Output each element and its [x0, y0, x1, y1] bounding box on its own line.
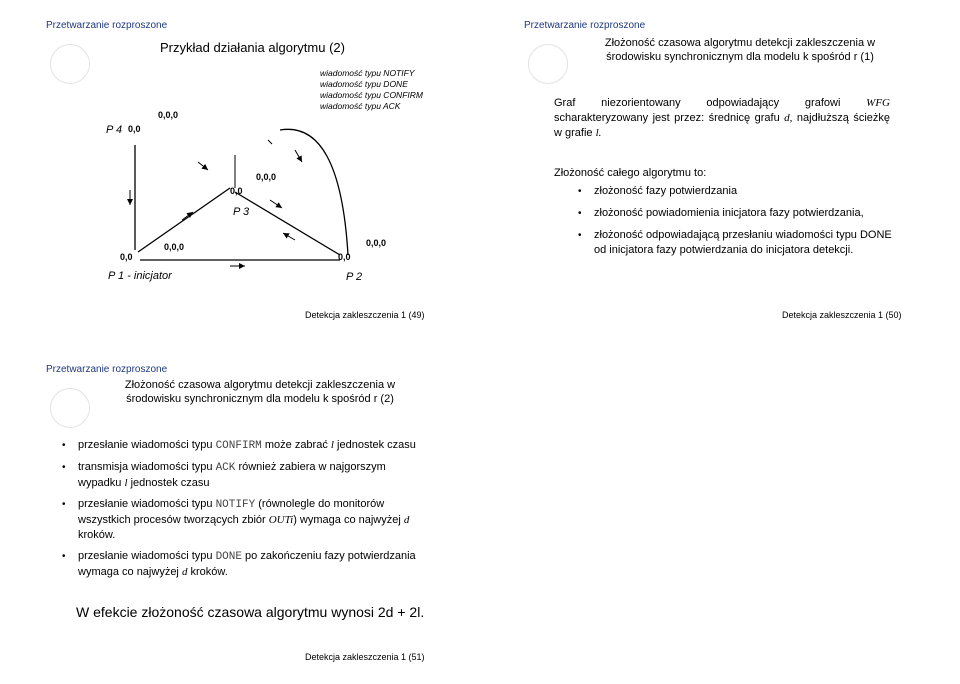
- text: przesłanie wiadomości typu: [78, 550, 213, 562]
- text: kroków.: [190, 566, 228, 578]
- university-logo: [50, 388, 90, 428]
- text: transmisja wiadomości typu: [78, 461, 213, 473]
- process-label-p1: P 1 - inicjator: [108, 270, 172, 282]
- arrow-msg: [198, 162, 208, 170]
- value-p4-b: 0,0: [128, 124, 141, 134]
- bullet-list: [62, 438, 422, 580]
- legend-confirm: wiadomość typu CONFIRM: [320, 90, 423, 100]
- value-p2-b: 0,0: [338, 252, 351, 262]
- slide-header: Przetwarzanie rozproszone: [46, 20, 168, 31]
- slide-title: [100, 378, 420, 406]
- slide-footer: Detekcja zakleszczenia 1 (51): [305, 652, 425, 662]
- text: (równolegle do monitorów wszystkich procesów tworzących zbiór: [78, 498, 385, 526]
- arrow-msg: [283, 233, 295, 240]
- value-p3-a: 0,0,0: [256, 172, 277, 182]
- process-label-p3: P 3: [233, 206, 250, 218]
- edge-dot: [268, 140, 272, 144]
- list-item: [62, 497, 422, 543]
- arrow-msg: [270, 200, 282, 208]
- title-line-2: środowisku synchronicznym dla modelu k spośród r (2): [126, 393, 394, 405]
- text: po zakończeniu fazy potwierdzania wymaga co najwyżej: [78, 550, 416, 578]
- list-item: • złożoność powiadomienia inicjatora fazy potwierdzania,: [578, 206, 898, 221]
- slide-header: Przetwarzanie rozproszone: [524, 20, 646, 31]
- slide-header: Przetwarzanie rozproszone: [46, 364, 168, 375]
- slide-title: Przykład działania algorytmu (2): [160, 40, 345, 55]
- para-text: Graf niezorientowany odpowiadający grafowi: [554, 97, 841, 109]
- var: d: [181, 566, 188, 578]
- list-item: [62, 460, 422, 491]
- para-text: najdłuższą ścieżkę w grafie: [554, 112, 891, 139]
- legend-notify: wiadomość typu NOTIFY: [320, 68, 415, 78]
- text: przesłanie wiadomości typu: [78, 498, 213, 510]
- para-var-l: l.: [595, 127, 602, 139]
- complexity-list: [578, 184, 898, 258]
- conclusion: W efekcie złożoność czasowa algorytmu wynosi 2d + 2l.: [76, 604, 425, 620]
- para-var-d: d,: [784, 112, 793, 124]
- text: przesłanie wiadomości typu: [78, 439, 213, 451]
- title-line-2: środowisku synchronicznym dla modelu k spośród r (1): [606, 51, 874, 63]
- process-label-p2: P 2: [346, 271, 363, 283]
- para-text: scharakteryzowany jest przez: średnicę grafu: [554, 112, 780, 124]
- list-item: • złożoność odpowiadającą przesłaniu wiadomości typu DONE od inicjatora fazy potwierdzania do inicjatora detekcji.: [578, 228, 898, 258]
- arrow-msg: [182, 212, 193, 220]
- var: l: [124, 477, 128, 489]
- list-item: [62, 549, 422, 580]
- set-out: OUTi: [268, 514, 294, 526]
- value-p1-b: 0,0,0: [164, 242, 185, 252]
- text: ) wymaga co najwyżej: [293, 514, 401, 526]
- var: l: [330, 439, 334, 451]
- para-wfg: WFG: [866, 97, 890, 109]
- text: może zabrać: [264, 439, 328, 451]
- text: jednostek czasu: [130, 477, 210, 489]
- slide-footer: Detekcja zakleszczenia 1 (49): [305, 310, 425, 320]
- code: DONE: [215, 551, 242, 563]
- slide-footer: Detekcja zakleszczenia 1 (50): [782, 310, 902, 320]
- text: jednostek czasu: [337, 439, 416, 451]
- title-line-1: Złożoność czasowa algorytmu detekcji zakleszczenia w: [604, 37, 876, 49]
- university-logo: [528, 44, 568, 84]
- edge-p3-p2: [235, 192, 340, 255]
- university-logo: [50, 44, 90, 84]
- arrow-msg: [295, 150, 302, 162]
- edge-curve-p2: [280, 129, 348, 255]
- list-item: • złożoność fazy potwierdzania: [578, 184, 898, 199]
- graph-paragraph: [554, 96, 890, 141]
- value-p4-a: 0,0,0: [158, 110, 179, 120]
- process-label-p4: P 4: [106, 124, 123, 136]
- code: NOTIFY: [215, 499, 256, 511]
- code: ACK: [215, 462, 236, 474]
- var: d: [403, 514, 410, 526]
- complexity-intro: Złożoność całego algorytmu to:: [554, 167, 707, 179]
- list-item: [62, 438, 422, 454]
- text: kroków.: [78, 529, 116, 541]
- value-p2-a: 0,0,0: [366, 238, 387, 248]
- legend-ack: wiadomość typu ACK: [320, 101, 401, 111]
- title-line-1: Złożoność czasowa algorytmu detekcji zakleszczenia w: [124, 379, 396, 391]
- value-p1-a: 0,0: [120, 252, 133, 262]
- slide-title: [580, 36, 900, 64]
- value-p3-b: 0,0: [230, 186, 243, 196]
- legend-done: wiadomość typu DONE: [320, 79, 408, 89]
- code: CONFIRM: [215, 440, 262, 452]
- text: również zabiera w najgorszym wypadku: [78, 461, 386, 489]
